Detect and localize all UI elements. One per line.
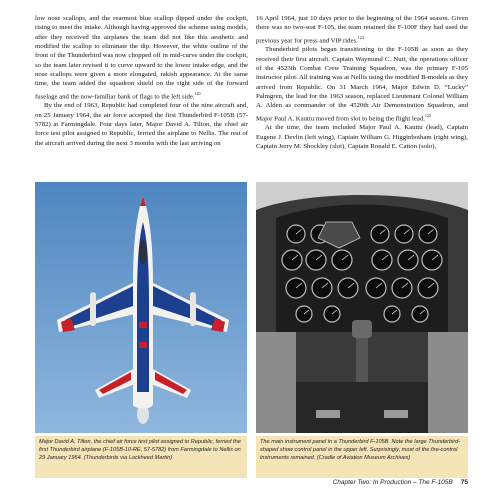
- canopy: [139, 240, 147, 264]
- page-number: 75: [460, 479, 468, 486]
- left-console: [256, 332, 296, 433]
- right-paragraph-1: 16 April 1964, just 10 days prior to the beginning of the 1964 season. Given there was no two-seat F-105, the team retained the F-100F they had used the previous year for press and VIP rides.$^{124}$: [256, 15, 468, 44]
- left-text-column: [35, 14, 248, 148]
- right-console: [428, 332, 468, 433]
- right-paragraph-3: At the time, the team included Major Paul A. Kauttu (lead), Captain Eugene J. Devlin (left wing), Captain William G. Higginbotham (right wing), Captain Jerry M. Shockley (slot), Captain Ronald E. Catton (solo),: [256, 124, 468, 150]
- right-paragraph-2: Thunderbird pilots began transitioning to the F-105B as soon as they received their first aircraft. Captain Waymund C. Nutt, the operations officer of the 4523th Combat Crew Training Squadron, was the primary F-105 instructor pilot. All training was at Nellis using the modified B-models as they arrived from Republic. On 31 March 1964, Major Edwin D. “Lucky” Palmgren, the lead for the 1963 season, replaced Lieutenant Colonel William A. Alden as commander of the 4520th Air Demonstration Squadron, and Major Paul A. Kauttu moved from slot to being the flight lead.$^{125}$: [256, 46, 468, 122]
- cockpit-illustration: [256, 182, 468, 433]
- left-photo-caption: Major David A. Tilton, the chief air force test pilot assigned to Republic, ferried the first Thunderbird airplane (F-105B-10-RE, 57-5782) from Farmingdale to Nellis on 29 January 1964. (Thunderbirds via Lockheed Martin): [35, 436, 247, 478]
- rudder-pedal-left: [316, 410, 340, 418]
- running-head: Chapter Two: In Production – The F-105B: [332, 479, 453, 486]
- left-paragraph-1: low nose scallops, and the rearmost blue scallop dipped under the cockpit, rising to meet the intake. Although having approved the scheme using models, after they received the airplanes the team did not like this aesthetic and modified the scallop to eliminate the dip. However, the white outline of the front of the Thunderbird was now chopped off in mid-curve under the cockpit, so the team later revised it to curve upward to the lower intake edge, and the nose scallops were given a more elongated, rakish appearance. At the same time, the team added the squadron shield on the right side of the forward fuselage and the now-familiar bank of flags to the left side.$^{120}$: [35, 15, 248, 100]
- left-paragraph-2: By the end of 1963, Republic had completed four of the nine aircraft and, on 25 January 1964, the air force accepted the first Thunderbird F-105B (57-5782) at Farmingdale. Four days later, Major David A. Tilton, the chief air force test pilot assigned to Republic, ferried the airplane to Nellis. The rest of the aircraft arrived during the next 3 months with the last arriving on: [35, 102, 248, 147]
- rudder-pedal-right: [384, 410, 408, 418]
- footnote-ref: 120: [194, 90, 201, 96]
- right-photo-caption: The main instrument panel in a Thunderbird F-105B. Note the large Thunderbird-shaped show control panel in the upper left. Surprisingly, most of the fire-control instruments remained. (Cradle of Aviation Museum Archives): [256, 436, 468, 478]
- footnote-ref: 125: [424, 112, 431, 118]
- page-footer: [256, 479, 468, 486]
- footnote-ref: 124: [357, 34, 364, 40]
- jet-illustration: [35, 182, 247, 433]
- right-text-column: [256, 14, 468, 151]
- thunderbird-jet-photo: [35, 182, 247, 433]
- cockpit-instrument-photo: [256, 182, 468, 433]
